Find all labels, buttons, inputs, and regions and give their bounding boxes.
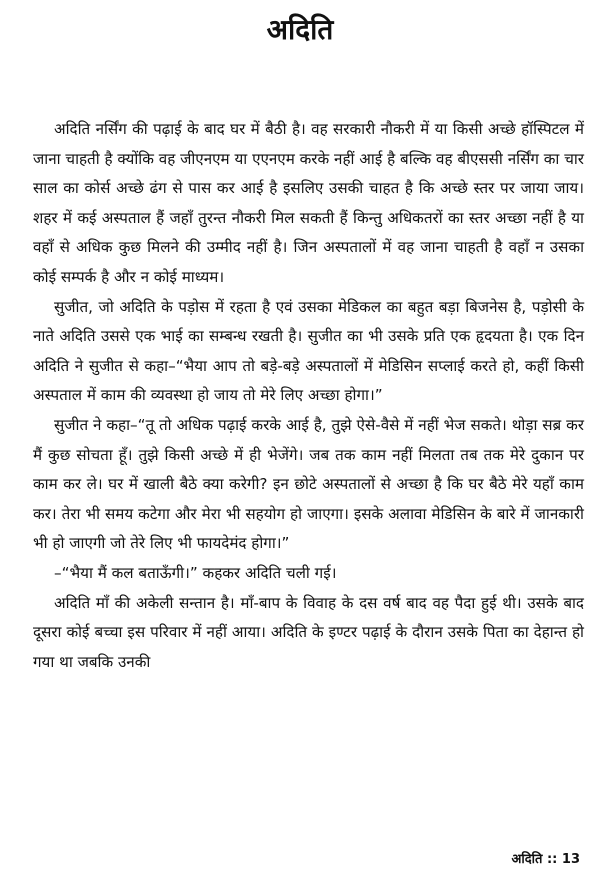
paragraph-3: सुजीत ने कहा–“तू तो अधिक पढ़ाई करके आई है, तुझे ऐसे-वैसे में नहीं भेज सकते। थोड़ा सब्र कर मैं कुछ सोचता हूँ। तुझे किसी अच्छे में ही भेजेंगे। जब तक काम नहीं मिलता तब तक मेरे दुकान पर काम कर ले। घर में खाली बैठे क्या करेगी? इन छोटे अस्पतालों से अच्छा है कि घर बैठे मेरे यहाँ काम कर। तेरा भी समय कटेगा और मेरा भी सहयोग हो जाएगा। इसके अलावा मेडिसिन के बारे में जानकारी भी हो जाएगी जो तेरे लिए भी फायदेमंद होगा।” (33, 415, 584, 553)
page-footer: अदिति :: 13 (511, 852, 580, 867)
paragraph-4: –“भैया मैं कल बताऊँगी।” कहकर अदिति चली गई। (54, 563, 337, 582)
page-title: अदिति (266, 13, 334, 46)
body-text (33, 115, 584, 677)
paragraph-2: सुजीत, जो अदिति के पड़ोस में रहता है एवं उसका मेडिकल का बहुत बड़ा बिजनेस है, पड़ोसी के नाते अदिति उससे एक भाई का सम्बन्ध रखती है। सुजीत का भी उसके प्रति एक हृदयता है। एक दिन अदिति ने सुजीत से कहा–“भैया आप तो बड़े-बड़े अस्पतालों में मेडिसिन सप्लाई करते हो, कहीं किसी अस्पताल में काम की व्यवस्था हो जाय तो मेरे लिए अच्छा होगा।” (33, 297, 584, 405)
paragraph-1: अदिति नर्सिंग की पढ़ाई के बाद घर में बैठी है। वह सरकारी नौकरी में या किसी अच्छे हॉस्पिटल में जाना चाहती है क्योंकि वह जीएनएम या एएनएम करके नहीं आई है बल्कि वह बीएससी नर्सिंग का चार साल का कोर्स अच्छे ढंग से पास कर आई है इसलिए उसकी चाहत है कि अच्छे स्तर पर जाया जाय। शहर में कई अस्पताल हैं जहाँ तुरन्त नौकरी मिल सकती हैं किन्तु अधिकतरों का स्तर अच्छा नहीं है या वहाँ से अधिक कुछ मिलने की उम्मीद नहीं है। जिन अस्पतालों में वह जाना चाहती है वहाँ न उसका कोई सम्पर्क है और न कोई माध्यम। (33, 120, 584, 286)
paragraph-5: अदिति माँ की अकेली सन्तान है। माँ-बाप के विवाह के दस वर्ष बाद वह पैदा हुई थी। उसके बाद दूसरा कोई बच्चा इस परिवार में नहीं आया। अदिति के इण्टर पढ़ाई के दौरान उसके पिता का देहान्त हो गया था जबकि उनकी (33, 593, 584, 671)
